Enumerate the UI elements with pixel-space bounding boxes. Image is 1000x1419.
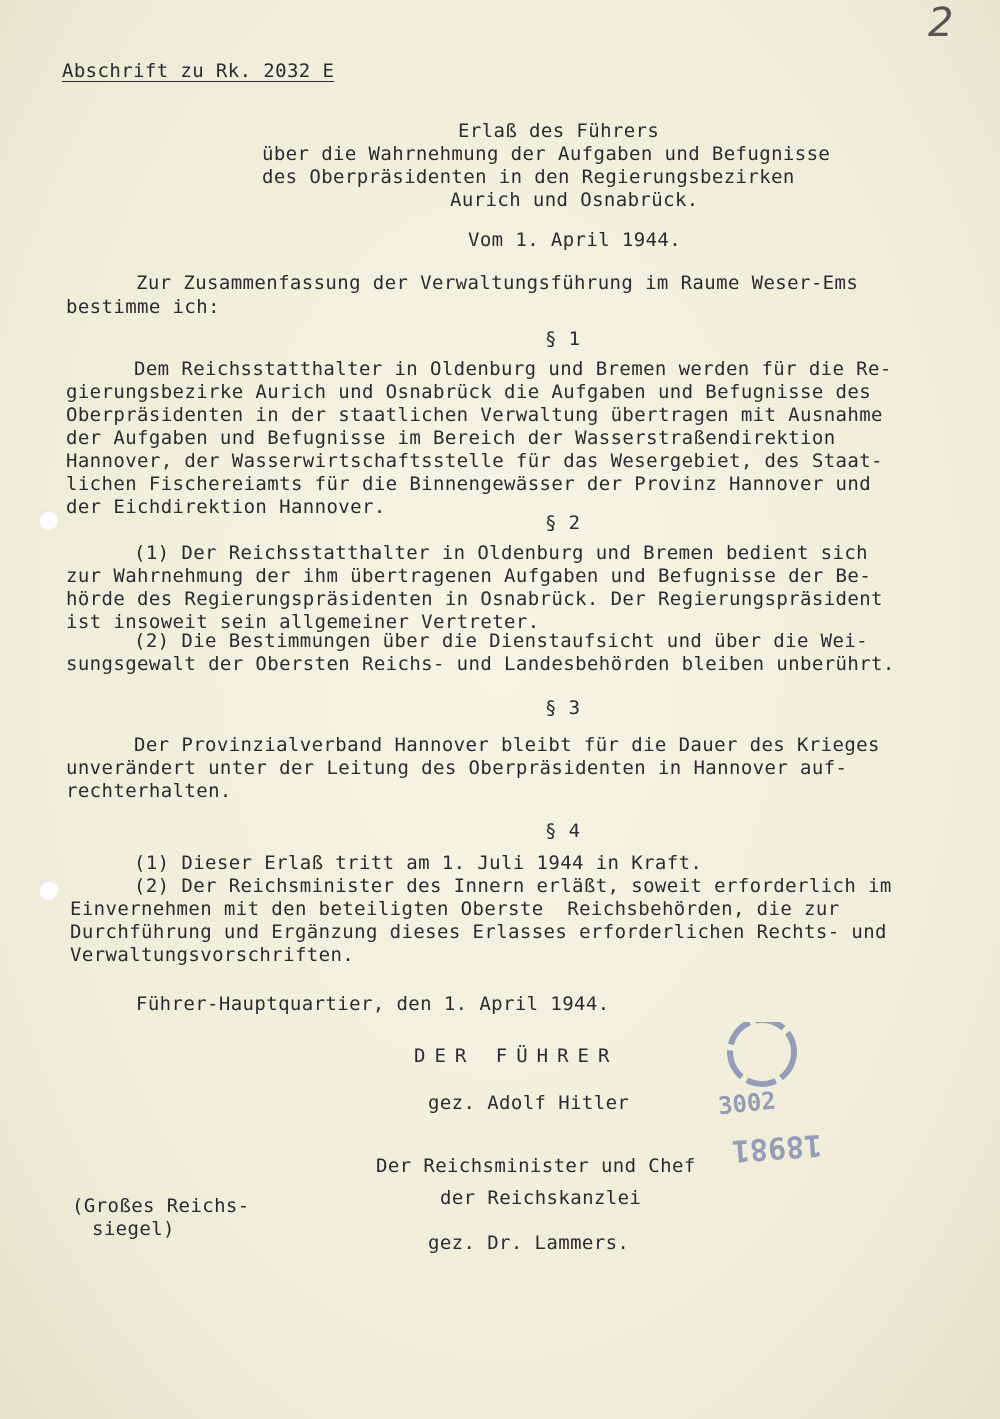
minister-title: Der Reichsminister und Chef — [376, 1155, 696, 1177]
punch-hole-bottom — [38, 880, 58, 900]
stamp-number-top: 3002 — [716, 1086, 778, 1121]
place-date: Führer-Hauptquartier, den 1. April 1944. — [136, 993, 610, 1015]
signature-heading: DER FÜHRER — [414, 1045, 619, 1067]
title-date: Vom 1. April 1944. — [468, 229, 682, 251]
section-line: Einvernehmen mit den beteiligten Oberste Reichsbehörden, die zur — [70, 898, 840, 920]
title-line: des Oberpräsidenten in den Regierungsbezirken — [262, 166, 795, 188]
section-heading: § 4 — [545, 820, 581, 842]
section-line: Durchführung und Ergänzung dieses Erlasses erforderlichen Rechts- und — [70, 921, 887, 943]
section-line: Dem Reichsstatthalter in Oldenburg und Bremen werden für die Re- — [134, 358, 892, 380]
section-heading: § 3 — [545, 697, 581, 719]
seal-note: (Großes Reichs- — [72, 1195, 250, 1217]
section-line: zur Wahrnehmung der ihm übertragenen Aufgaben und Befugnisse der Be- — [66, 565, 872, 587]
stamp-ring — [730, 1022, 794, 1084]
receipt-stamp — [700, 1022, 840, 1172]
section-line: (2) Der Reichsminister des Innern erläßt, soweit erforderlich im — [134, 875, 892, 897]
section-line: sungsgewalt der Obersten Reichs- und Landesbehörden bleiben unberührt. — [66, 653, 895, 675]
section-line: hörde des Regierungspräsidenten in Osnabrück. Der Regierungspräsident — [66, 588, 883, 610]
section-line: ist insoweit sein allgemeiner Vertreter. — [66, 611, 540, 633]
seal-note: siegel) — [92, 1218, 175, 1240]
section-heading: § 2 — [545, 512, 581, 534]
title-line: über die Wahrnehmung der Aufgaben und Befugnisse — [262, 143, 831, 165]
punch-hole-top — [38, 510, 58, 530]
section-line: (1) Dieser Erlaß tritt am 1. Juli 1944 in Kraft. — [134, 852, 703, 874]
section-line: unverändert unter der Leitung des Oberpräsidenten in Hannover auf- — [66, 757, 848, 779]
section-line: lichen Fischereiamts für die Binnengewässer der Provinz Hannover und — [66, 473, 872, 495]
section-line: rechterhalten. — [66, 780, 232, 802]
title-line: Aurich und Osnabrück. — [450, 189, 699, 211]
section-line: Hannover, der Wasserwirtschaftsstelle für das Wesergebiet, des Staat- — [66, 450, 883, 472]
section-line: Der Provinzialverband Hannover bleibt für die Dauer des Krieges — [134, 734, 880, 756]
title-line: Erlaß des Führers — [458, 120, 660, 142]
page-number: 2 — [928, 0, 954, 46]
preamble-line: bestimme ich: — [66, 296, 220, 318]
preamble-line: Zur Zusammenfassung der Verwaltungsführung im Raume Weser-Ems — [136, 272, 859, 294]
minister-title: der Reichskanzlei — [440, 1187, 642, 1209]
section-line: (2) Die Bestimmungen über die Dienstaufsicht und über die Wei- — [134, 630, 869, 652]
section-line: der Eichdirektion Hannover. — [66, 496, 386, 518]
section-line: der Aufgaben und Befugnisse im Bereich der Wasserstraßendirektion — [66, 427, 836, 449]
minister-signature: gez. Dr. Lammers. — [428, 1232, 630, 1254]
document-reference: Abschrift zu Rk. 2032 E — [62, 60, 335, 82]
stamp-number-bottom: 18981 — [730, 1126, 824, 1169]
signature-name: gez. Adolf Hitler — [428, 1092, 630, 1114]
section-line: Verwaltungsvorschriften. — [70, 944, 355, 966]
section-line: gierungsbezirke Aurich und Osnabrück die Aufgaben und Befugnisse des — [66, 381, 872, 403]
section-line: (1) Der Reichsstatthalter in Oldenburg und Bremen bedient sich — [134, 542, 869, 564]
section-line: Oberpräsidenten in der staatlichen Verwaltung übertragen mit Ausnahme — [66, 404, 883, 426]
section-heading: § 1 — [545, 328, 581, 350]
